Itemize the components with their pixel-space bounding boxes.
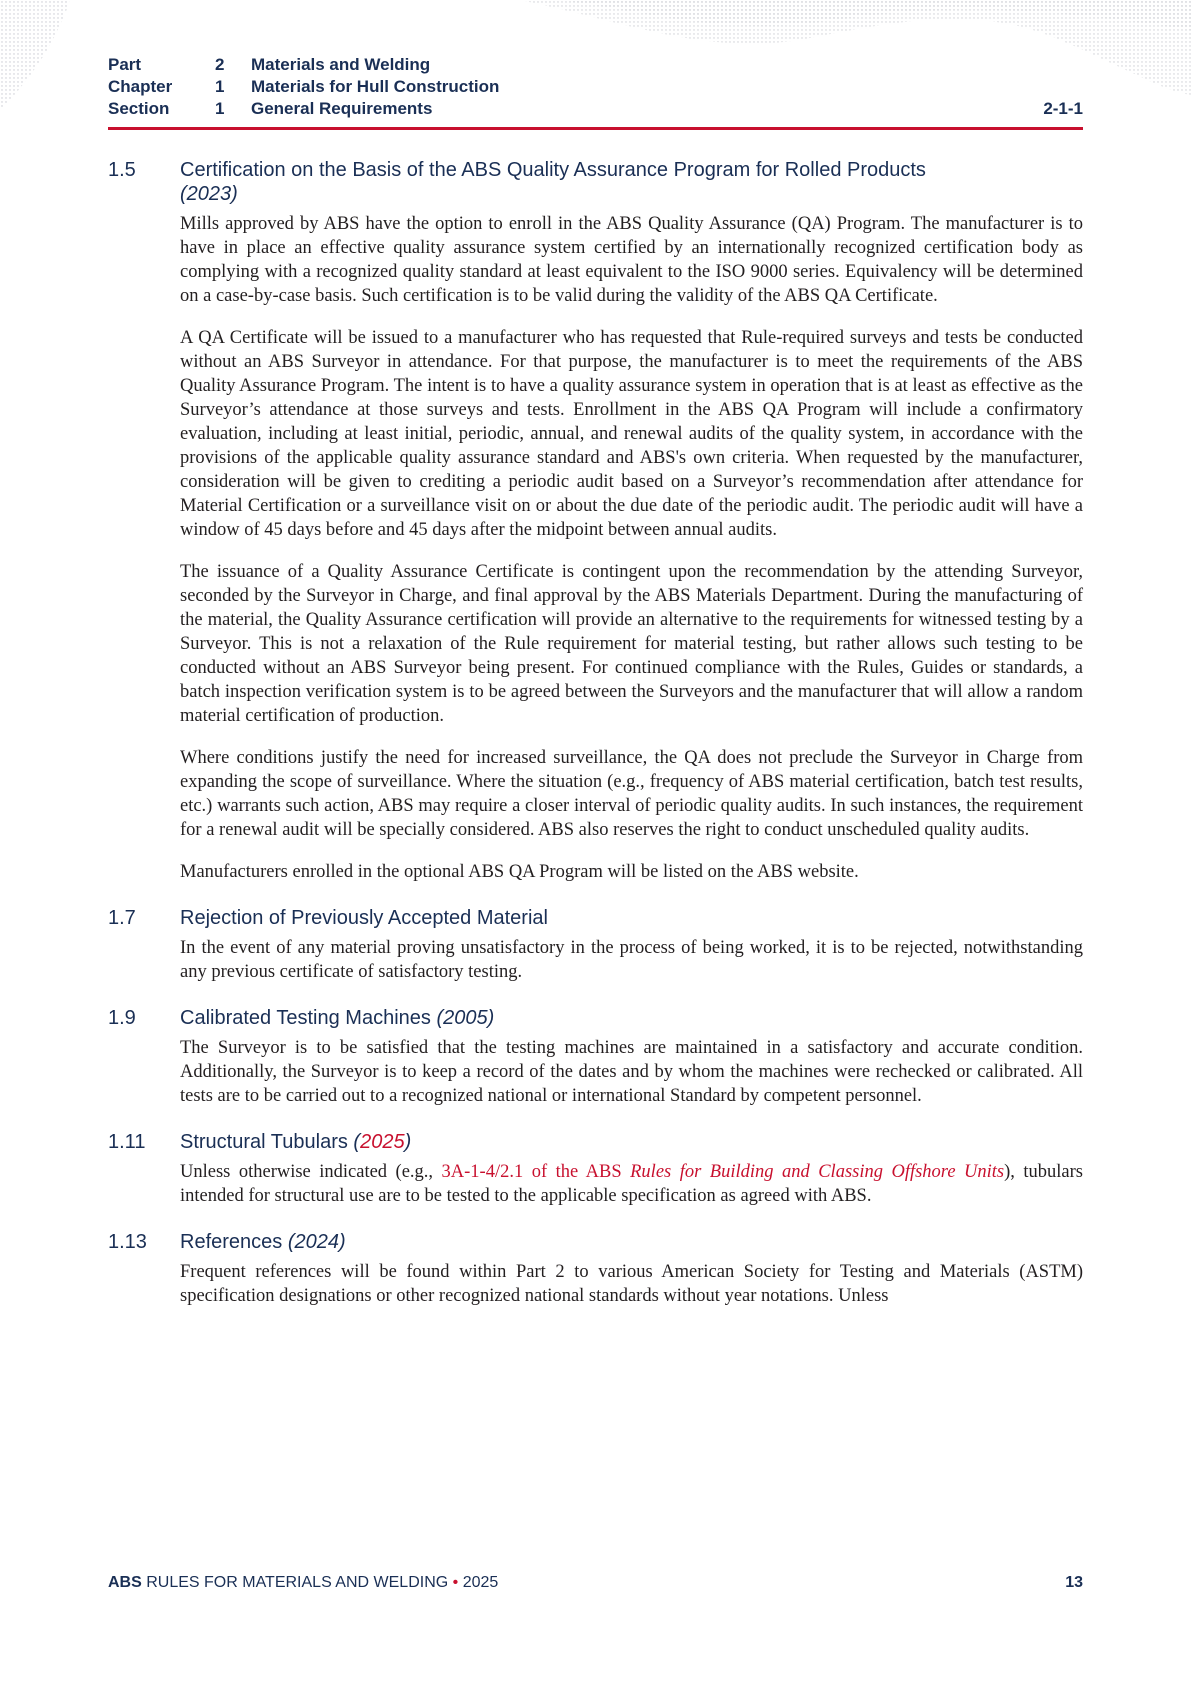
heading-year: (2024) xyxy=(287,1231,346,1253)
heading-year-close: ) xyxy=(404,1131,412,1153)
paragraph: The Surveyor is to be satisfied that the testing machines are maintained in a satisfactory and accurate condition. Additionally, the Surveyor is to keep a record of the dates and by whom the machines were rechecked or calibrated. All tests are to be carried out to a recognized national or international Standard by competent personnel. xyxy=(180,1038,1083,1106)
section-1-5 xyxy=(108,158,1083,884)
heading-year-value: 2025 xyxy=(360,1131,405,1153)
page-number: 13 xyxy=(1065,1574,1083,1591)
footer-title xyxy=(108,1574,498,1592)
header-rule xyxy=(108,127,1083,130)
section-heading-title xyxy=(180,1130,1083,1154)
section-heading xyxy=(108,158,1083,206)
part-number: 2 xyxy=(215,55,225,74)
section-label: Section xyxy=(108,99,170,118)
footer-year: 2025 xyxy=(462,1574,499,1591)
chapter-number: 1 xyxy=(215,77,225,96)
paragraph: Where conditions justify the need for increased surveillance, the QA does not preclude the Surveyor in Charge from expanding the scope of surveillance. Where the situation (e.g., frequency of ABS material certification, batch test results, etc.) warrants such action, ABS may require a closer interval of periodic quality audits. In such instances, the requirement for a renewal audit will be specially considered. ABS also reserves the right to conduct unscheduled quality audits. xyxy=(180,748,1083,840)
paragraph: Mills approved by ABS have the option to enroll in the ABS Quality Assurance (QA) Program. The manufacturer is to have in place an effective quality assurance system certified by an internationally recognized certification body as complying with a recognized quality standard at least equivalent to the ISO 9000 series. Equivalency will be determined on a case-by-case basis. Such certification is to be valid during the validity of the ABS QA Certificate. xyxy=(180,214,1083,306)
heading-text: References xyxy=(180,1231,283,1253)
section-body xyxy=(180,212,1083,884)
section-body xyxy=(180,1260,1083,1308)
section-heading xyxy=(108,1130,1083,1154)
section-1-11 xyxy=(108,1130,1083,1208)
paragraph xyxy=(180,1160,1083,1208)
section-body xyxy=(180,936,1083,984)
link-text-italic: Rules for Building and Classing Offshore Units xyxy=(630,1162,1005,1182)
paragraph: The issuance of a Quality Assurance Certificate is contingent upon the recommendation by the attending Surveyor, seconded by the Surveyor in Charge, and final approval by the ABS Materials Department. During the manufacturing of the material, the Quality Assurance certification will provide an alternative to the requirements for witnessed testing by a Surveyor. This is not a relaxation of the Rule requirement for material testing, but rather allows such testing to be conducted without an ABS Surveyor being present. For continued compliance with the Rules, Guides or standards, a batch inspection verification system is to be agreed between the Surveyors and the manufacturer that will allow a random material certification of production. xyxy=(180,562,1083,726)
paragraph-text: Unless otherwise indicated (e.g., xyxy=(180,1162,442,1182)
running-header xyxy=(108,54,1083,120)
section-body xyxy=(180,1160,1083,1208)
footer-book-title: RULES FOR MATERIALS AND WELDING xyxy=(141,1574,449,1591)
section-heading-number: 1.11 xyxy=(108,1131,146,1153)
page-footer xyxy=(108,1574,1083,1592)
section-heading-title: Rejection of Previously Accepted Material xyxy=(180,907,548,929)
section-1-13 xyxy=(108,1230,1083,1308)
footer-brand: ABS xyxy=(108,1574,142,1591)
paragraph: Manufacturers enrolled in the optional ABS QA Program will be listed on the ABS website. xyxy=(180,862,859,882)
footer-separator: • xyxy=(448,1574,463,1591)
section-number: 1 xyxy=(215,99,225,118)
header-part-row xyxy=(108,54,1083,76)
section-heading-number: 1.13 xyxy=(108,1231,147,1253)
section-heading-title xyxy=(180,1230,1083,1254)
section-heading-number: 1.7 xyxy=(108,907,136,929)
section-1-7 xyxy=(108,906,1083,984)
section-heading xyxy=(108,906,1083,930)
section-body xyxy=(180,1036,1083,1108)
section-reference: 2-1-1 xyxy=(1043,99,1083,118)
link-text: 3A-1-4/2.1 of the ABS xyxy=(441,1162,631,1182)
header-chapter-row xyxy=(108,76,1083,98)
section-1-9 xyxy=(108,1006,1083,1108)
part-label: Part xyxy=(108,55,142,74)
heading-text: Certification on the Basis of the ABS Quality Assurance Program for Rolled Products xyxy=(180,159,926,181)
section-heading-title xyxy=(180,1006,1083,1030)
section-heading-title xyxy=(180,158,1083,206)
rules-reference-link[interactable] xyxy=(442,1162,1005,1182)
heading-year-open: ( xyxy=(353,1131,361,1153)
chapter-label: Chapter xyxy=(108,77,173,96)
page-content xyxy=(108,158,1083,1330)
paragraph: A QA Certificate will be issued to a manufacturer who has requested that Rule-required surveys and tests be conducted without an ABS Surveyor in attendance. For that purpose, the manufacturer is to meet the requirements of the ABS Quality Assurance Program. The intent is to have a quality assurance system in operation that is at least as effective as the Surveyor’s attendance at those surveys and tests. Enrollment in the ABS QA Program will include a confirmatory evaluation, including at least initial, periodic, annual, and renewal audits of the quality system, in accordance with the provisions of the applicable quality assurance standard and ABS's own criteria. When requested by the manufacturer, consideration will be given to crediting a periodic audit based on a Surveyor’s recommendation after attendance for Material Certification or a surveillance visit on or about the due date of the periodic audit. The periodic audit will have a window of 45 days before and 45 days after the midpoint between annual audits. xyxy=(180,328,1083,540)
paragraph: In the event of any material proving unsatisfactory in the process of being worked, it is to be rejected, notwithstanding any previous certificate of satisfactory testing. xyxy=(180,938,1083,982)
paragraph-text: ), tubulars intended for structural use are to be tested to the applicable specification as agreed with ABS. xyxy=(180,1162,1083,1206)
heading-year: (2005) xyxy=(436,1007,495,1029)
heading-text: Calibrated Testing Machines xyxy=(180,1007,431,1029)
section-heading-number: 1.5 xyxy=(108,159,136,181)
paragraph: Frequent references will be found within Part 2 to various American Society for Testing and Materials (ASTM) specification designations or other recognized national standards without year notations. Unless xyxy=(180,1262,1083,1306)
header-section-row xyxy=(108,98,1083,120)
chapter-title: Materials for Hull Construction xyxy=(251,77,500,96)
section-heading xyxy=(108,1006,1083,1030)
section-heading xyxy=(108,1230,1083,1254)
section-title: General Requirements xyxy=(251,99,433,118)
part-title: Materials and Welding xyxy=(251,55,431,74)
section-heading-number: 1.9 xyxy=(108,1007,136,1029)
heading-year: (2023) xyxy=(180,183,238,205)
heading-text: Structural Tubulars xyxy=(180,1131,348,1153)
